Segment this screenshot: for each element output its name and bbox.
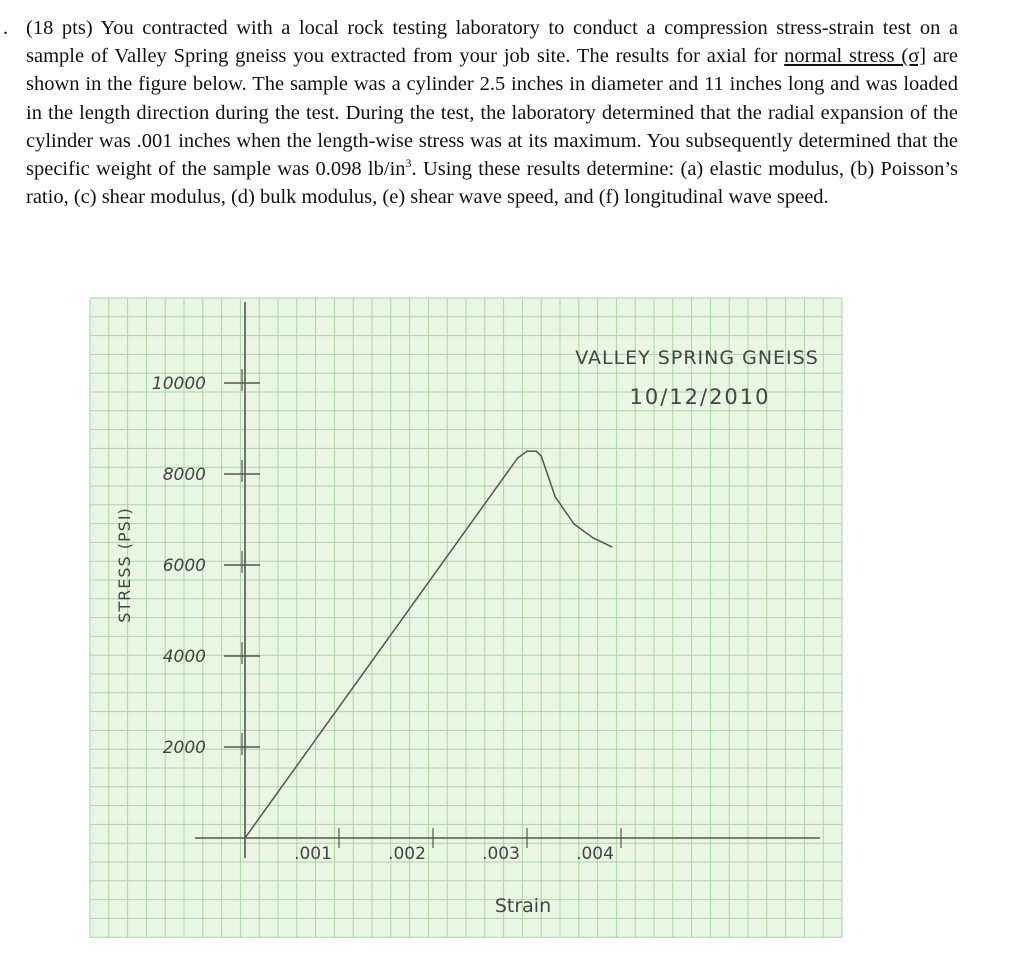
problem-text-2: are shown in the figure below. The sample was a cylinder 2.5 inches in diameter and 11 inches long and was loaded in the length direction during the test. During the test, the laboratory determined that the radial expansion of the cylinder was .001 inches when the length-wise stress was at its maximum. You subsequently determined that the specific weight of the sample was 0.098 lb/in <box>26 45 959 181</box>
y-axis-label: STRESS (PSI) <box>115 507 134 623</box>
problem-number: . <box>3 17 9 39</box>
x-tick-label: .001 <box>294 844 332 864</box>
y-tick-label: 4000 <box>162 647 206 667</box>
chart-date: 10/12/2010 <box>629 385 771 409</box>
problem-points: (18 pts) <box>26 17 93 39</box>
x-axis-label: Strain <box>494 895 552 917</box>
data-point <box>554 496 556 498</box>
y-tick-label: 10000 <box>151 374 206 394</box>
problem-superscript: 3 <box>405 156 412 171</box>
data-point <box>244 837 246 839</box>
problem-underlined-term: normal stress (σ] <box>784 45 927 68</box>
problem-text-3: . Using these results determine: (a) elastic modulus, (b) Poisson’s ratio, (c) shear modulus, (d) bulk modulus, (e) shear wave speed, and (f) longitudinal wave speed. <box>26 158 958 209</box>
data-point <box>517 457 519 459</box>
data-point <box>540 455 542 457</box>
x-tick-label: .002 <box>388 844 426 864</box>
y-tick-label: 8000 <box>162 465 206 485</box>
y-tick-label: 6000 <box>162 556 206 576</box>
data-point <box>526 450 528 452</box>
data-point <box>536 450 538 452</box>
x-tick-label: .004 <box>576 844 614 864</box>
data-point <box>611 546 613 548</box>
chart-title: VALLEY SPRING GNEISS <box>575 347 819 369</box>
data-point <box>592 537 594 539</box>
problem-text-1: You contracted with a local rock testing laboratory to conduct a compression stress-strain test on a sample of Valley Spring gneiss you extracted from your job site. The results for axial for <box>26 17 958 68</box>
y-tick-label: 2000 <box>162 738 206 758</box>
data-point <box>573 523 575 525</box>
x-tick-label: .003 <box>482 844 520 864</box>
